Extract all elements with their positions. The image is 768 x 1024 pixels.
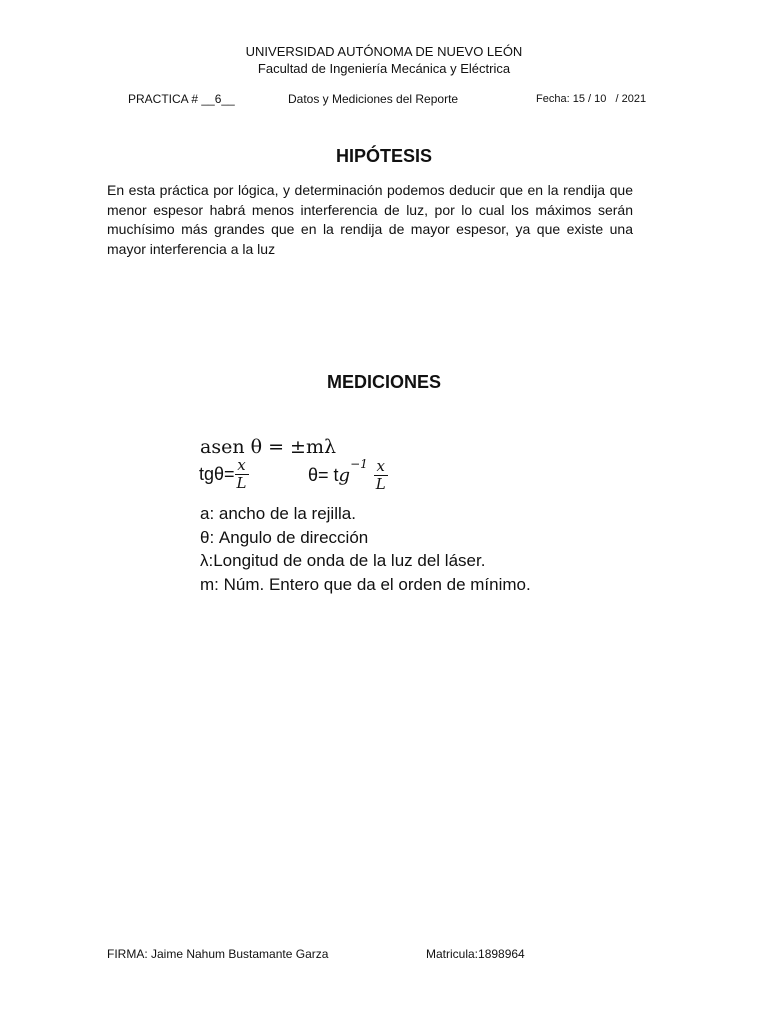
- practice-number: PRACTICA # __6__: [128, 92, 235, 106]
- definition-m: m: Núm. Entero que da el orden de mínimo.: [200, 574, 531, 594]
- hypothesis-heading: HIPÓTESIS: [335, 146, 433, 166]
- hypothesis-text: En esta práctica por lógica, y determinación podemos deducir que en la rendija que menor espesor habrá menos interferencia de luz, por lo cual los máximos serán muchísimo más grandes que en la rendija de mayor espesor, ya que existe una mayor interferencia a la luz: [107, 182, 633, 257]
- faculty-name: Facultad de Ingeniería Mecánica y Eléctrica: [257, 61, 511, 76]
- arctan-g: g: [338, 464, 351, 486]
- date-label: Fecha:: [536, 93, 570, 105]
- measurements-heading: MEDICIONES: [326, 372, 441, 392]
- arctan-exponent: −1: [350, 457, 368, 471]
- university-name: UNIVERSIDAD AUTÓNOMA DE NUEVO LEÓN: [245, 44, 523, 59]
- arctan-fraction: [374, 458, 388, 493]
- tangent-lhs: tgθ=: [199, 464, 235, 484]
- signature: FIRMA: Jaime Nahum Bustamante Garza: [107, 947, 329, 961]
- tangent-fraction: [235, 457, 249, 492]
- report-title: Datos y Mediciones del Reporte: [288, 92, 459, 106]
- fraction-numerator: x: [235, 457, 249, 475]
- fraction-denominator: L: [236, 474, 247, 492]
- definition-lambda: λ:Longitud de onda de la luz del láser.: [200, 551, 486, 570]
- definition-theta: θ: Angulo de dirección: [200, 527, 369, 547]
- formula-tangent: [199, 457, 249, 492]
- formula-arctangent: [308, 457, 388, 493]
- fraction-denominator: L: [375, 474, 386, 493]
- arctan-lhs: θ= t: [308, 464, 339, 485]
- definitions-list: [200, 502, 531, 596]
- date-value: 15 / 10 / 2021: [572, 93, 647, 105]
- definition-a: a: ancho de la rejilla.: [200, 504, 356, 523]
- formula-diffraction: asen θ = ±mλ: [200, 436, 337, 458]
- matricula: Matricula:1898964: [426, 947, 525, 961]
- fraction-numerator: x: [374, 458, 388, 476]
- date: [536, 93, 646, 105]
